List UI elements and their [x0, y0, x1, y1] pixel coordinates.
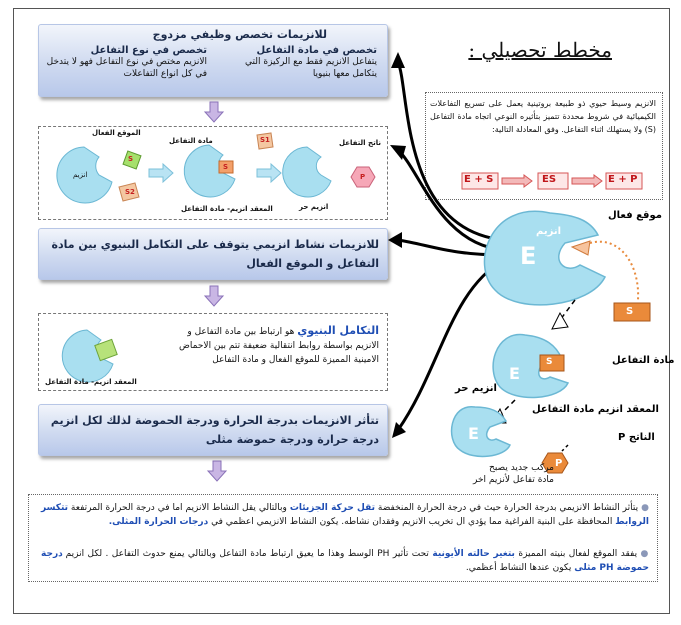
new-compound-line2: مادة تفاعل لأنزيم اخر: [473, 475, 554, 485]
product-P: P: [555, 458, 563, 469]
equation-middle: ES: [542, 174, 557, 185]
ph-highlight-1: بتغير حالته الأيونية: [432, 549, 515, 559]
ph-text-d: يكون عندها النشاط أعظمي.: [465, 563, 572, 573]
active-site-label: موقع فعال: [608, 210, 662, 221]
complementarity-definition-box: [38, 313, 388, 391]
plan-title: مخطط تحصيلي :: [468, 38, 612, 62]
big-enzyme-E: E: [520, 242, 537, 270]
temp-text-e: اعظمي في: [211, 517, 254, 527]
free-enzyme-label: انزيم حر: [455, 383, 497, 394]
ph-text-c: التفاعل . لكل انزيم: [65, 549, 140, 559]
ph-text-a: يفقد الموقع لفعال بنيته المميزة: [518, 549, 638, 559]
complex-E: E: [509, 364, 520, 383]
strip-enzyme-label: انزيم: [73, 171, 88, 179]
temp-highlight-2: تتكسر الروابط: [41, 503, 649, 527]
temp-text-d: المحافظة على البنية الفراغية مما يؤدي ال تخريب الانزيم وفقدان نشاطه. يكون النشاط الانزيمي: [256, 517, 613, 527]
substrate-specificity-head: تخصص في مادة التفاعل: [256, 45, 377, 56]
free-enzyme-E: E: [468, 424, 479, 443]
substrate-specificity-col: [227, 45, 377, 80]
strip-s1-label: S1: [260, 136, 270, 144]
strip-substrate-label: مادة التفاعل: [169, 137, 213, 145]
strip-p-label: P: [360, 173, 366, 181]
enzyme-reaction-strip: [38, 126, 388, 220]
enzyme-cycle-diagram: [400, 195, 670, 495]
new-compound-note: [434, 462, 554, 486]
complex-label: المعقد انزيم مادة التفاعل: [532, 404, 659, 415]
enzyme-label: انزيم: [536, 226, 561, 237]
strip-s-label: S: [128, 155, 134, 163]
structural-complementarity-box: [38, 228, 388, 280]
strip-complex-s-label: S: [223, 163, 229, 171]
bullet-temperature: [41, 501, 649, 529]
product-label: الناتج P: [618, 432, 655, 443]
complementarity-text-2: الانزيم بواسطة روابط انتقالية ضعيفة تتم بين الاحماض: [179, 341, 379, 351]
down-arrow-icon: [203, 285, 225, 307]
complementarity-text-3: الامينية المميزة للموقع الفعال و مادة التفاعل: [212, 355, 379, 365]
bottom-notes-box: [28, 494, 658, 582]
complementarity-text-1: هو ارتباط بين مادة التفاعل و: [187, 327, 295, 337]
structural-complementarity-title: للانزيمات نشاط انزيمي يتوقف على التكامل البنيوي بين مادة التفاعل و الموقع الفعال: [51, 238, 379, 270]
temp-text-c: الحرارة المرتفعة: [70, 503, 134, 513]
temp-highlight-3: درجات الحرارة المثلى.: [108, 517, 209, 527]
reaction-specificity-col: [42, 45, 207, 80]
temperature-ph-title: تتأثر الانزيمات بدرجة الحرارة ودرجة الحموضة لذلك لكل انزيم درجة حرارة ودرجة حموضة مثلى: [50, 414, 379, 446]
strip-product-label: ناتج التفاعل: [339, 139, 381, 147]
bullet-ph: [41, 547, 649, 575]
strip-active-site-label: الموقع الفعال: [92, 129, 141, 137]
complementarity-text: [129, 324, 379, 367]
dual-specificity-title: للانزيمات تخصص وظيفي مزدوج: [152, 28, 327, 41]
bullet-dot: ●: [640, 549, 649, 559]
substrate-S-label: S: [626, 306, 634, 317]
strip-s2-label: S2: [125, 188, 135, 196]
strip-complex-label: المعقد انزيم- مادة التفاعل: [181, 205, 273, 213]
temp-text-b: وبالتالي يقل النشاط الانزيم اما في درجة: [136, 503, 287, 513]
reaction-specificity-body: الانزيم مختص في نوع التفاعل فهو لا يتدخل في كل انواع التفاعلات: [46, 57, 207, 79]
down-arrow-icon: [203, 101, 225, 123]
reaction-specificity-head: تخصص في نوع التفاعل: [90, 45, 207, 56]
down-arrow-icon: [206, 460, 228, 482]
complex-S: S: [546, 357, 553, 367]
bullet-dot: ●: [641, 503, 650, 513]
new-compound-line1: مركب جديد يصبح: [489, 463, 554, 473]
dual-specificity-box: [38, 24, 388, 97]
strip-free-enzyme-label: انزيم حر: [299, 203, 329, 211]
ph-highlight-2: درجة حموضة PH مثلى: [41, 549, 649, 573]
equation-left: E + S: [464, 174, 494, 185]
substrate-label: مادة التفاعل: [612, 355, 675, 366]
complementarity-term: التكامل البنيوي: [297, 324, 379, 337]
temp-highlight-1: تقل حركة الجزيئات: [289, 503, 375, 513]
temp-text-a: يتأثر النشاط الانزيمي بدرجة الحرارة حيث في درجة الحرارة المنخفضة: [377, 503, 639, 513]
complementarity-complex-label: المعقد انزيم- مادة التفاعل: [45, 378, 137, 386]
temperature-ph-box: [38, 404, 388, 456]
ph-text-b: تحت تأثير PH الوسط وهذا ما يعيق ارتباط مادة التفاعل وبالتالي يمنع حدوث: [142, 549, 429, 559]
substrate-specificity-body: يتفاعل الانزيم فقط مع الركيزة التي يتكامل معها بنيويا: [245, 57, 377, 79]
equation-right: E + P: [608, 174, 638, 185]
enzyme-definition-text: الانزيم وسيط حيوي ذو طبيعة بروتينية يعمل على تسريع التفاعلات الكيميائية في شروط محددة تتميز بتأثيره النوعي اتجاه مادة التفاعل (S) ولا يستهلك اثناء التفاعل. وفق المعادلة التالية:: [430, 99, 656, 134]
